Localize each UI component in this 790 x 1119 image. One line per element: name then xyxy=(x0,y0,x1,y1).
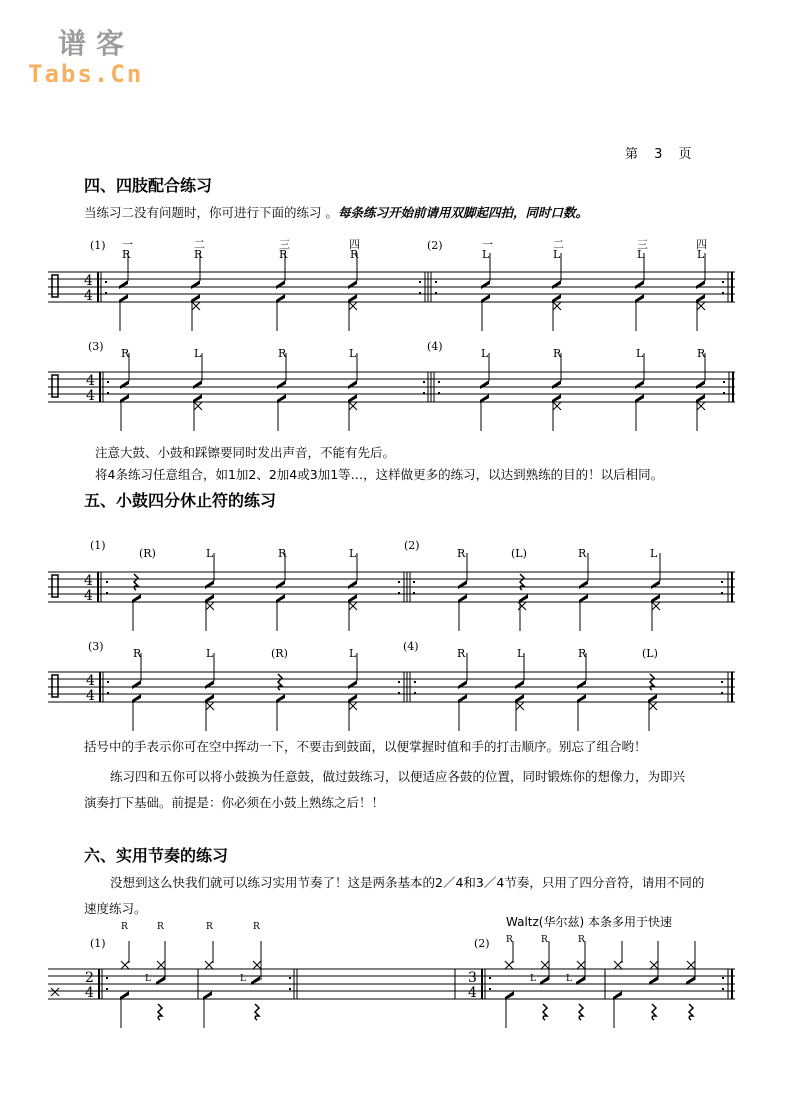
section4-intro-emphasis: 每条练习开始前请用双脚起四拍，同时口数。 xyxy=(337,205,588,220)
count-label: 一 xyxy=(122,238,133,251)
hand-label: R xyxy=(578,547,587,560)
snare-hand-label: L xyxy=(566,974,572,984)
exercise-label: (2) xyxy=(474,937,490,950)
hand-label: R xyxy=(279,248,288,261)
hand-label: R xyxy=(541,935,548,945)
count-label: 二 xyxy=(194,238,205,251)
logo-english: Tabs.Cn xyxy=(28,60,144,88)
exercise-label: (3) xyxy=(88,640,104,653)
hand-label: L xyxy=(349,647,357,660)
section5-note1: 括号中的手表示你可在空中挥动一下，不要击到鼓面，以便掌握时值和手的打击顺序。别忘了组合哟！ xyxy=(84,739,647,754)
section4-note1: 注意大鼓、小鼓和踩镲要同时发出声音，不能有先后。 xyxy=(95,445,396,460)
exercise-label: (2) xyxy=(427,239,443,252)
exercise-label: (4) xyxy=(403,640,419,653)
hand-label: R xyxy=(194,248,203,261)
svg-text:4: 4 xyxy=(86,388,95,404)
count-label: 一 xyxy=(482,238,493,251)
logo-chinese: 谱客 xyxy=(58,27,135,60)
count-label: 二 xyxy=(553,238,564,251)
hand-label: R xyxy=(278,547,287,560)
hand-label: R xyxy=(457,647,466,660)
waltz-note: Waltz(华尔兹) 本条多用于快速 xyxy=(506,915,672,929)
hand-label: R xyxy=(157,922,164,932)
hand-label: L xyxy=(482,248,490,261)
exercise-label: (4) xyxy=(427,340,443,353)
hand-label: R xyxy=(553,347,562,360)
svg-text:4: 4 xyxy=(84,573,93,589)
hand-label: R xyxy=(697,347,706,360)
hand-label: R xyxy=(121,922,128,932)
staff-s6 xyxy=(48,941,735,1028)
count-label: 四 xyxy=(349,238,360,251)
section6-title: 六、实用节奏的练习 xyxy=(84,846,229,865)
svg-text:3: 3 xyxy=(468,970,477,986)
snare-hand-label: L xyxy=(530,974,536,984)
hand-label: R xyxy=(278,347,287,360)
count-label: 三 xyxy=(637,238,648,251)
svg-text:2: 2 xyxy=(85,970,94,986)
hand-label: R xyxy=(122,248,131,261)
staff-s4-row1 xyxy=(48,253,735,331)
count-label: 三 xyxy=(279,238,290,251)
section6-intro-b: 速度练习。 xyxy=(84,901,147,916)
hand-label: R xyxy=(206,922,213,932)
count-label: 四 xyxy=(696,238,707,251)
hand-label: (L) xyxy=(642,647,658,660)
hand-label: (L) xyxy=(511,547,527,560)
svg-text:4: 4 xyxy=(86,673,95,689)
hand-label: R xyxy=(133,647,142,660)
hand-label: L xyxy=(349,547,357,560)
hand-label: L xyxy=(636,347,644,360)
hand-label: L xyxy=(650,547,658,560)
hand-label: (R) xyxy=(139,547,156,560)
staff-s4-row2 xyxy=(48,353,735,431)
hand-label: L xyxy=(206,647,214,660)
section5-note2b: 演奏打下基础。前提是：你必须在小鼓上熟练之后！！ xyxy=(84,795,385,810)
hand-label: (R) xyxy=(271,647,288,660)
hand-label: L xyxy=(349,347,357,360)
staff-s5-row2 xyxy=(48,653,735,731)
hand-label: R xyxy=(578,935,585,945)
section4-intro-plain: 当练习二没有问题时，你可进行下面的练习 。 xyxy=(84,205,338,220)
snare-hand-label: L xyxy=(145,974,151,984)
section5-title: 五、小鼓四分休止符的练习 xyxy=(84,491,277,510)
hand-label: L xyxy=(194,347,202,360)
svg-text:4: 4 xyxy=(84,273,93,289)
exercise-label: (1) xyxy=(90,937,106,950)
section4-title: 四、四肢配合练习 xyxy=(84,176,213,195)
hand-label: L xyxy=(481,347,489,360)
hand-label: L xyxy=(206,547,214,560)
section5-note2a: 练习四和五你可以将小鼓换为任意鼓，做过鼓练习，以便适应各鼓的位置，同时锻炼你的想像力，为即兴 xyxy=(110,769,686,784)
hand-label: R xyxy=(253,922,260,932)
hand-label: R xyxy=(578,647,587,660)
exercise-label: (3) xyxy=(88,340,104,353)
snare-hand-label: L xyxy=(240,974,246,984)
hand-label: L xyxy=(637,248,645,261)
hand-label: R xyxy=(457,547,466,560)
hand-label: L xyxy=(697,248,705,261)
section6-intro-a: 没想到这么快我们就可以练习实用节奏了！这是两条基本的2／4和3／4节奏，只用了四分音符，请用不同的 xyxy=(110,875,705,890)
svg-text:4: 4 xyxy=(84,588,93,604)
exercise-label: (2) xyxy=(404,539,420,552)
section4-note2: 将4条练习任意组合，如1加2、2加4或3加1等…，这样做更多的练习，以达到熟练的目的！以后相同。 xyxy=(95,467,664,482)
svg-text:4: 4 xyxy=(85,985,94,1001)
svg-text:4: 4 xyxy=(468,985,477,1001)
exercise-label: (1) xyxy=(90,539,106,552)
page-number: 第 3 页 xyxy=(625,147,698,162)
hand-label: R xyxy=(121,347,130,360)
staff-s5-row1 xyxy=(48,553,735,631)
hand-label: R xyxy=(350,248,359,261)
hand-label: L xyxy=(553,248,561,261)
hand-label: L xyxy=(517,647,525,660)
svg-text:4: 4 xyxy=(84,288,93,304)
svg-text:4: 4 xyxy=(86,688,95,704)
hand-label: R xyxy=(506,935,513,945)
exercise-label: (1) xyxy=(90,239,106,252)
svg-text:4: 4 xyxy=(86,373,95,389)
